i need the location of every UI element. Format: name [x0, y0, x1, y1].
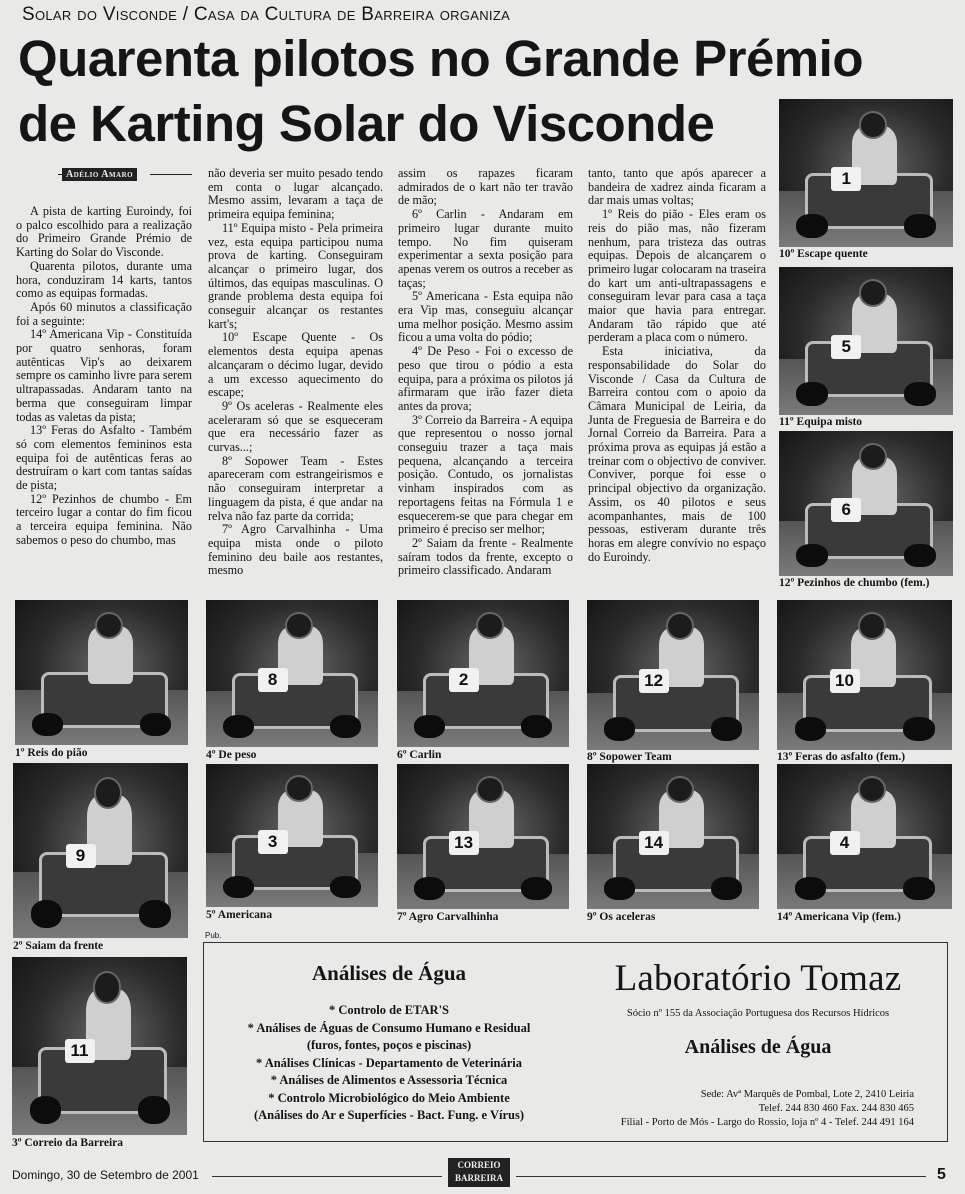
article-column-4	[588, 167, 766, 590]
kart-photo	[397, 764, 569, 909]
photo-caption: 6º Carlin	[397, 749, 442, 761]
kart-photo	[13, 763, 188, 938]
kart-number: 3	[258, 830, 288, 854]
paragraph: assim os rapazes ficaram admirados de o kart não ter travão de mão;	[398, 167, 573, 208]
ad-service: * Controlo Microbiológico do Meio Ambiente	[268, 1090, 510, 1105]
paragraph: 12º Pezinhos de chumbo - Em terceiro lugar a contar do fim ficou a terceira equipa feminina. Não sabemos o peso do chumbo, mas	[16, 491, 192, 547]
paragraph: 7º Agro Carvalhinha - Uma equipa mista onde o piloto feminino deu baile aos restantes, mesmo	[208, 522, 383, 578]
lab-address	[621, 1088, 914, 1130]
lab-membership: Sócio nº 155 da Associação Portuguesa dos Recursos Hídricos	[626, 1008, 890, 1019]
paragraph: 4º De Peso - Foi o excesso de peso que tirou o pódio a esta equipa, para a próxima os pilotos já afirmaram que irão fazer dieta antes da prova;	[398, 344, 573, 413]
paragraph: 11º Equipa misto - Pela primeira vez, esta equipa participou numa prova de karting. Conseguiram alcançar o primeiro lugar, dos últimos, das equipas masculinas. O grande problema desta equipa foi conseguir alcançar os restantes kart's;	[208, 220, 383, 331]
kart-number: 6	[831, 498, 861, 522]
kart-photo	[206, 600, 378, 747]
photo-caption: 4º De peso	[206, 749, 257, 761]
paragraph: 8º Sopower Team - Estes apareceram com estrangeirismos e não conseguiram interpretar a linguagem da pista, é que andar na relva não faz parte da corrida;	[208, 453, 383, 523]
paragraph: tanto, tanto que após aparecer a bandeira de xadrez ainda ficaram a dar mais umas voltas;	[588, 167, 766, 208]
article-kicker: Solar do Visconde / Casa da Cultura de Barreira organiza	[22, 4, 511, 25]
photo-caption: 9º Os aceleras	[587, 911, 656, 923]
kart-number: 12	[639, 669, 669, 693]
issue-date: Domingo, 30 de Setembro de 2001	[12, 1168, 199, 1182]
headline-line-1: Quarenta pilotos no Grande Prémio	[18, 30, 863, 87]
masthead-line: CORREIO	[457, 1160, 501, 1170]
photo-caption: 5º Americana	[206, 909, 273, 921]
address-line: Filial - Porto de Mós - Largo do Rossio, loja nº 4 - Telef. 244 491 164	[620, 1117, 914, 1128]
masthead-line: BARREIRA	[454, 1173, 503, 1183]
footer-rule	[516, 1176, 926, 1177]
ad-service: (Análises do Ar e Superfícies - Bact. Fung. e Vírus)	[253, 1108, 525, 1122]
ad-services-list	[204, 1002, 574, 1125]
photo-caption: 7º Agro Carvalhinha	[397, 911, 499, 923]
paragraph: não deveria ser muito pesado tendo em conta o lugar alcançado. Mesmo assim, levaram a taça de primeira equipa feminina;	[208, 167, 383, 222]
lab-name: Laboratório Tomaz	[614, 958, 902, 999]
ad-service: (furos, fontes, poços e piscinas)	[306, 1038, 472, 1052]
headline-line-2: de Karting Solar do Visconde	[18, 95, 715, 152]
paragraph: Esta iniciativa, da responsabilidade do Solar do Visconde / Casa da Cultura de Barreira contou com o apoio da Câmara Municipal de Leiria, da Junta de Freguesia de Barreira e do Jornal Correio da Barreira. Para a próxima prova as equipas já estão a treinar com o objectivo de conviver. Conviver, porque foi esse o principal objectivo da organização. Assim, os 40 pilotos e seus acompanhantes, mais de 100 pessoas, estiveram durante três horas em alegre convívio no espaço do Euroindy.	[588, 344, 766, 564]
ad-service: * Análises de Águas de Consumo Humano e Residual	[247, 1020, 531, 1035]
photo-caption: 11º Equipa misto	[779, 416, 863, 428]
kart-photo	[12, 957, 187, 1135]
article-column-1	[16, 205, 192, 590]
photo-caption: 10º Escape quente	[779, 248, 868, 260]
photo-caption: 1º Reis do pião	[15, 747, 88, 759]
kart-photo	[206, 764, 378, 907]
newspaper-masthead	[448, 1158, 510, 1187]
paragraph: 2º Saiam da frente - Realmente saíram todos da frente, excepto o primeiro classificado. Andaram	[398, 535, 573, 578]
photo-caption: 12º Pezinhos de chumbo (fem.)	[779, 577, 930, 589]
kart-number: 10	[830, 669, 860, 693]
lab-services-title: Análises de Água	[684, 1036, 832, 1058]
ad-service: * Análises Clínicas - Departamento de Veterinária	[256, 1055, 522, 1070]
article-column-2	[208, 167, 383, 590]
paragraph: 9º Os aceleras - Realmente eles aceleraram só que se esqueceram que era necessário fazer as curvas...;	[208, 398, 383, 455]
photo-caption: 2º Saiam da frente	[13, 940, 104, 952]
photo-caption: 3º Correio da Barreira	[12, 1137, 123, 1149]
photo-caption: 14º Americana Vip (fem.)	[777, 911, 901, 923]
address-line: Sede: Avª Marquês de Pombal, Lote 2, 2410 Leiria	[700, 1089, 914, 1100]
pub-label: Pub.	[205, 931, 222, 940]
kart-number: 4	[830, 831, 860, 855]
author-byline	[58, 168, 192, 181]
photo-caption: 8º Sopower Team	[587, 751, 672, 763]
kart-number: 13	[449, 831, 479, 855]
kart-number: 9	[66, 844, 96, 868]
kart-photo	[777, 600, 952, 750]
kart-number: 1	[831, 167, 861, 191]
page-number: 5	[937, 1166, 946, 1183]
article-column-3	[398, 167, 573, 590]
kart-number: 8	[258, 668, 288, 692]
kart-number: 14	[639, 831, 669, 855]
kart-photo	[779, 431, 953, 576]
paragraph: 1º Reis do pião - Eles eram os reis do pião mas, não fizeram nenhum, para tristeza das outras equipas. Depois de alcançarem o primeiro lugar colocaram na traseira do kart um anti-ultrapassagens e conseguiram levar para casa a taça maior que havia para entregar. Andaram tão rápido que até perderam a placa com o número.	[588, 207, 766, 345]
paragraph: 5º Americana - Esta equipa não era Vip mas, conseguiu alcançar uma melhor posição. Mesmo assim ficou a uma volta do pódio;	[398, 289, 573, 345]
paragraph: 10º Escape Quente - Os elementos desta equipa apenas alcançaram o décimo lugar, devido a um excesso aquecimento do escape;	[208, 330, 383, 400]
ad-service: * Controlo de ETAR'S	[328, 1003, 450, 1017]
author-name: Adélio Amaro	[62, 168, 137, 181]
paragraph: A pista de karting Euroindy, foi o palco escolhido para a realização do Primeiro Grande Prémio de Karting do Solar do Visconde.	[16, 205, 192, 260]
kart-number: 5	[831, 335, 861, 359]
kart-photo	[777, 764, 952, 909]
paragraph: 13º Feras do Asfalto - Também só com elementos femininos esta equipa foi de autênticas feras ao destruíram o kart com tantas saídas de pista;	[16, 423, 192, 493]
kart-photo	[587, 764, 759, 909]
kart-number: 2	[449, 668, 479, 692]
photo-caption: 13º Feras do asfalto (fem.)	[777, 751, 906, 763]
advertisement	[203, 942, 948, 1142]
ad-title: Análises de Água	[311, 961, 467, 985]
paragraph: 6º Carlin - Andaram em primeiro lugar durante muito tempo. No fim quiseram experimentar a sexta posição para apenas verem os outros a receber as taças;	[398, 207, 573, 290]
footer-rule	[212, 1176, 442, 1177]
kart-photo	[779, 267, 953, 415]
ad-service: * Análises de Alimentos e Assessoria Técnica	[270, 1073, 508, 1087]
kart-photo	[15, 600, 188, 745]
kart-photo	[587, 600, 759, 750]
paragraph: Quarenta pilotos, durante uma hora, conduziram 14 karts, tantos como as equipas formadas.	[16, 258, 192, 301]
kart-photo	[397, 600, 569, 747]
paragraph: Após 60 minutos a classificação foi a seguinte:	[16, 299, 192, 328]
paragraph: 14º Americana Vip - Constituída por quatro senhoras, foram autênticas Vip's ao deixarem sempre os caminho livre para serem ultrapassadas. Andaram tanto na berma que conseguiram limpar todas as valetas da pista;	[16, 327, 192, 424]
paragraph: 3º Correio da Barreira - A equipa que representou o nosso jornal conseguiu trazer a taça mais pequena, alcançando a terceira posição. Contudo, os jornalistas vinham inspirados com as reportagens feitas na Fórmula 1 e esquecerem-se que para chegar em primeiro é preciso ser melhor;	[398, 412, 573, 537]
address-line: Telef. 244 830 460 Fax. 244 830 465	[758, 1103, 914, 1114]
kart-photo	[779, 99, 953, 247]
kart-number: 11	[65, 1039, 95, 1063]
